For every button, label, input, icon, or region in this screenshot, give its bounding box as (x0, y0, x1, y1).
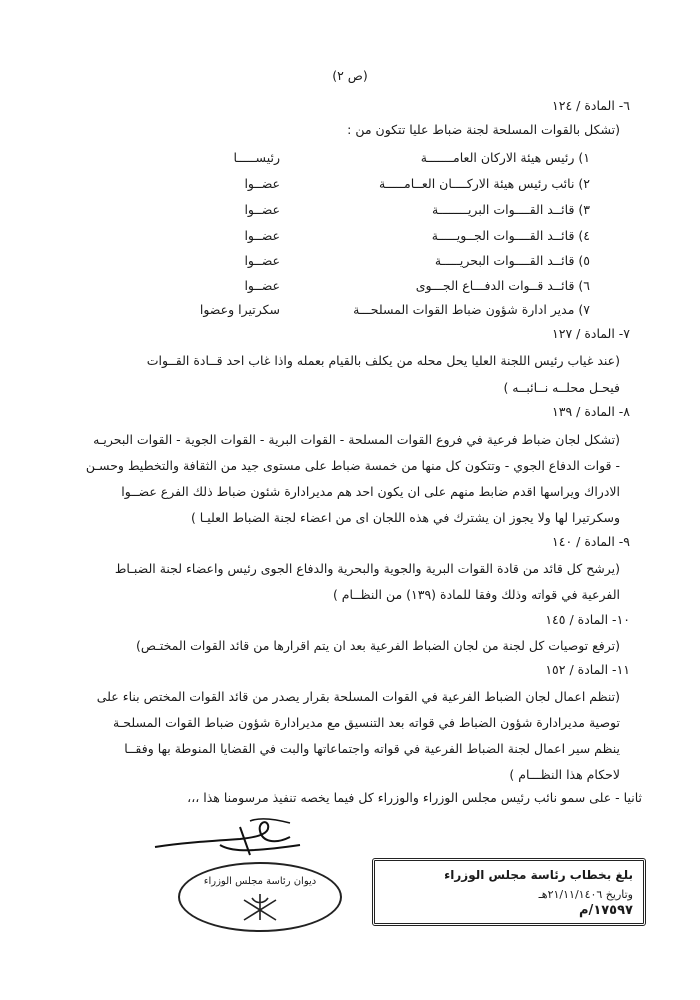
official-stamp (372, 858, 646, 926)
role-6: عضــوا (244, 278, 280, 293)
article-145-line-1: (ترفع توصيات كل لجنة من لجان الضباط الفرعية بعد ان يتم اقرارها من قائد القوات المختـص) (135, 638, 620, 653)
article-139-line-1: (تشكل لجان ضباط فرعية في فروع القوات المسلحة - القوات البرية - القوات الجوية - القوات البحريـه (93, 432, 620, 447)
article-139-line-4: وسكرتيرا لها ولا يجوز ان يشترك في هذه اللجان اى من اعضاء لجنة الضباط العليـا ) (190, 510, 620, 525)
role-3: عضــوا (244, 202, 280, 217)
stamp-number: ١٧٥٩٧/م (579, 903, 633, 918)
article-127-label: ٧- المادة / ١٢٧ (552, 326, 630, 341)
role-1: رئيســـــا (233, 150, 280, 165)
article-127-line-2: فيحـل محلــه نــائبــه ) (503, 380, 620, 395)
member-1: ١) رئيس هيئة الاركان العامـــــــة (420, 150, 590, 165)
article-139-line-2: - قوات الدفاع الجوي - وتتكون كل منها من خمسة ضباط على مستوى جيد من الثقافة والتخطيط وحسـن (85, 458, 620, 473)
article-152-line-3: ينظم سير اعمال لجنة الضباط الفرعية في قواته واجتماعاتها والبت في القضايا المنوطة بها وفقــا (124, 741, 620, 756)
official-seal (178, 862, 342, 932)
article-152-label: ١١- المادة / ١٥٢ (545, 662, 630, 677)
member-4: ٤) قائــد القــــوات الجــويـــــة (431, 228, 590, 243)
member-5: ٥) قائــد القــــوات البحريـــــة (434, 253, 590, 268)
article-152-line-2: توصية مديرادارة شؤون الضباط في قواته بعد التنسيق مع مديرادارة شؤون ضباط القوات المسلحـة (112, 715, 620, 730)
seal-text: ديوان رئاسة مجلس الوزراء (203, 876, 317, 887)
article-127-line-1: (عند غياب رئيس اللجنة العليا يحل محله من يكلف بالقيام بعمله واذا غاب احد قــادة القــوات (146, 353, 620, 368)
role-7: سكرتيرا وعضوا (199, 302, 280, 317)
article-140-line-2: الفرعية في قواته وذلك وفقا للمادة (١٣٩) من النظــام ) (332, 587, 620, 602)
member-6: ٦) قائــد قــوات الدفـــاع الجـــوى (415, 278, 590, 293)
role-4: عضــوا (244, 228, 280, 243)
article-145-label: ١٠- المادة / ١٤٥ (545, 612, 630, 627)
article-152-line-1: (تنظم اعمال لجان الضباط الفرعية في القوات المسلحة بقرار يصدر من قائد القوات المختص بناء على (96, 689, 620, 704)
page-number: (ص ٢) (332, 68, 368, 83)
closing-text: ثانيا - على سمو نائب رئيس مجلس الوزراء والوزراء كل فيما يخصه تنفيذ مرسومنا هذا ،،، (187, 790, 642, 805)
article-139-line-3: الادراك ويراسها اقدم ضابط منهم على ان يكون احد هم مديرادارة شئون ضباط ذلك الفرع عضــوا (121, 484, 620, 499)
stamp-line-2: وتاريخ ٢١/١١/١٤٠٦هـ (538, 888, 633, 901)
article-139-label: ٨- المادة / ١٣٩ (552, 404, 630, 419)
article-124-intro: (تشكل بالقوات المسلحة لجنة ضباط عليا تتكون من : (347, 122, 620, 137)
article-124-label: ٦- المادة / ١٢٤ (552, 98, 630, 113)
member-2: ٢) نائب رئيس هيئة الاركــــان العــامـــــة (379, 176, 590, 191)
emblem-icon (238, 890, 282, 924)
role-5: عضــوا (244, 253, 280, 268)
article-140-line-1: (يرشح كل قائد من قادة القوات البرية والجوية والبحرية والدفاع الجوى رئيس واعضاء لجنة الضبـاط (114, 561, 620, 576)
member-3: ٣) قائــد القــــوات البريــــــــة (431, 202, 590, 217)
member-7: ٧) مدير ادارة شؤون ضباط القوات المسلحـــة (353, 302, 590, 317)
role-2: عضــوا (244, 176, 280, 191)
article-140-label: ٩- المادة / ١٤٠ (552, 534, 630, 549)
article-152-line-4: لاحكام هذا النظـــام ) (509, 767, 620, 782)
handwritten-signature (150, 815, 310, 865)
stamp-line-1: بلغ بخطاب رئاسة مجلس الوزراء (444, 868, 633, 882)
